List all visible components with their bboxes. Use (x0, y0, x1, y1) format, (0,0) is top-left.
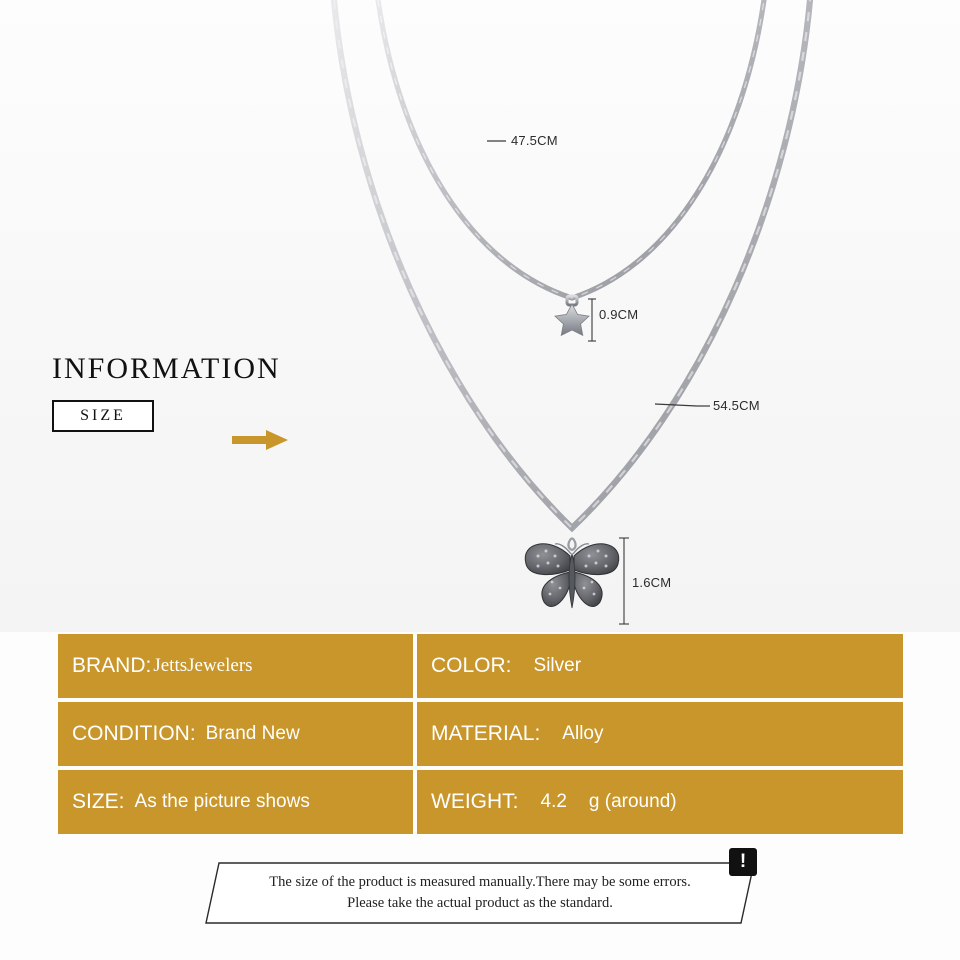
disclaimer-text (205, 872, 755, 914)
measurement-label-chain-long: 54.5CM (713, 398, 760, 413)
size-badge: SIZE (52, 400, 154, 432)
spec-value-brand: JettsJewelers (153, 655, 253, 676)
disclaimer-line-2: Please take the actual product as the standard. (347, 895, 613, 911)
disclaimer-note (205, 851, 755, 924)
spec-row (58, 634, 903, 698)
spec-cell-size (58, 770, 413, 834)
exclamation-icon: ! (729, 848, 757, 876)
chain-inner (378, 0, 764, 298)
spec-cell-brand (58, 634, 413, 698)
spec-value-color: Silver (533, 655, 582, 676)
spec-key-color: COLOR: (431, 654, 512, 677)
measurement-label-butterfly: 1.6CM (632, 575, 672, 590)
measurement-label-chain-short: 47.5CM (511, 133, 558, 148)
spec-value-weight-unit: g (around) (588, 791, 677, 812)
spec-key-material: MATERIAL: (431, 722, 541, 745)
spec-key-size: SIZE: (72, 790, 125, 813)
spec-cell-material (417, 702, 903, 766)
spec-table (58, 634, 903, 834)
spec-value-material: Alloy (562, 723, 604, 744)
spec-key-weight: WEIGHT: (431, 790, 519, 813)
spec-row (58, 770, 903, 834)
star-pendant (555, 296, 589, 335)
chain-outer (334, 0, 810, 528)
spec-cell-weight (417, 770, 903, 834)
butterfly-pendant (525, 539, 619, 609)
arrow-right-icon (232, 430, 288, 450)
dimension-bracket-star (588, 299, 596, 341)
dimension-bracket-butterfly (619, 538, 629, 624)
information-heading: INFORMATION (52, 352, 281, 385)
spec-cell-condition (58, 702, 413, 766)
spec-value-condition: Brand New (205, 723, 300, 744)
spec-key-brand: BRAND: (72, 654, 152, 677)
spec-value-size: As the picture shows (134, 791, 310, 812)
spec-row (58, 702, 903, 766)
measurement-label-star: 0.9CM (599, 307, 639, 322)
spec-value-weight: 4.2 (540, 791, 567, 812)
disclaimer-line-1: The size of the product is measured manually.There may be some errors. (269, 874, 691, 890)
spec-cell-color (417, 634, 903, 698)
spec-key-condition: CONDITION: (72, 722, 196, 745)
